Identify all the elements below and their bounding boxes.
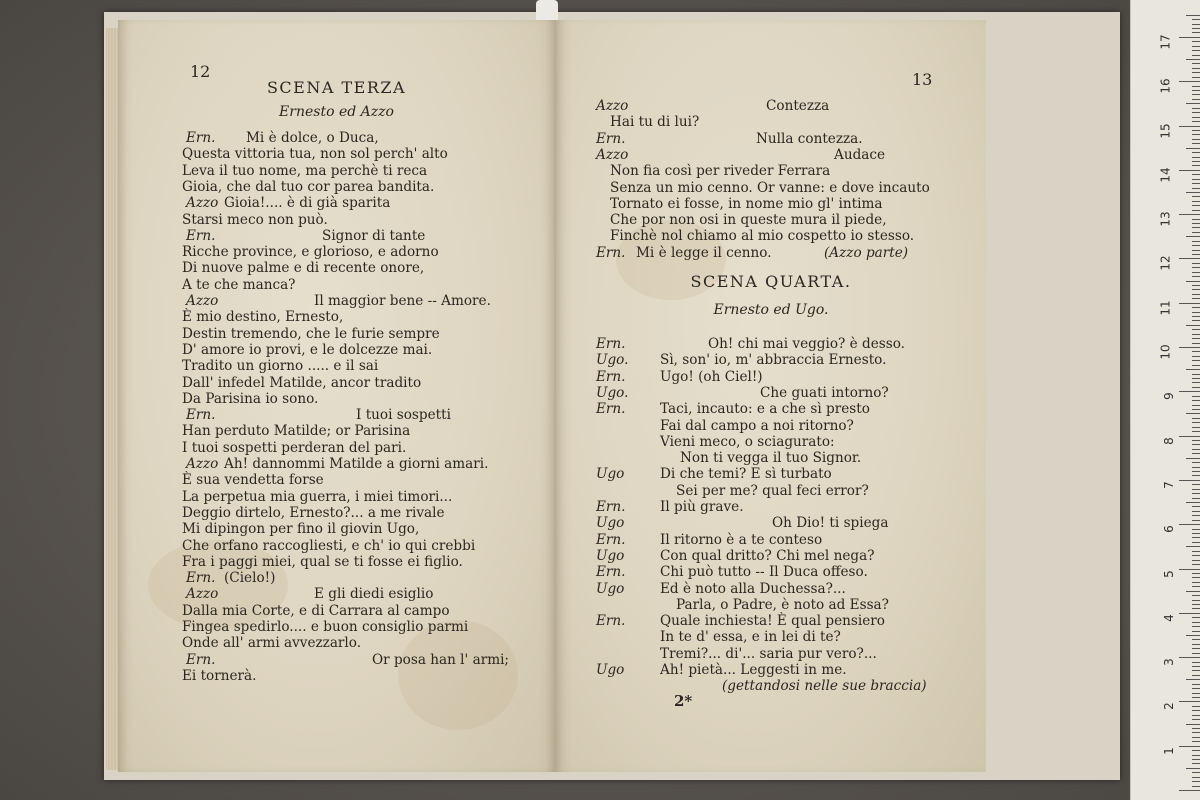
ruler-tick bbox=[1179, 701, 1200, 702]
verse-line: Nulla contezza. bbox=[756, 130, 863, 147]
verse-line: Di nuove palme e di recente onore, bbox=[182, 260, 425, 277]
verse-line: I tuoi sospetti perderan del pari. bbox=[182, 439, 407, 456]
ruler-tick bbox=[1192, 338, 1200, 339]
verse-line: Questa vittoria tua, non sol perch' alto bbox=[182, 146, 448, 163]
speaker-label: Ugo bbox=[596, 466, 625, 483]
ruler-tick bbox=[1192, 351, 1200, 352]
ruler-tick bbox=[1192, 648, 1200, 649]
speaker-label: Ugo bbox=[596, 547, 625, 564]
ruler-tick bbox=[1192, 227, 1200, 228]
ruler-tick bbox=[1192, 737, 1200, 738]
ruler-tick bbox=[1179, 170, 1200, 171]
ruler-tick bbox=[1179, 524, 1200, 525]
ruler-tick bbox=[1192, 219, 1200, 220]
ruler-tick bbox=[1192, 529, 1200, 530]
page-number: 13 bbox=[912, 70, 933, 89]
ruler-tick bbox=[1186, 103, 1200, 104]
ruler-tick bbox=[1192, 453, 1200, 454]
verse-line: Tradito un giorno ..... e il sai bbox=[182, 358, 379, 375]
ruler-tick bbox=[1192, 639, 1200, 640]
verse-line: Di che temi? E sì turbato bbox=[660, 466, 832, 483]
right-page bbox=[556, 20, 986, 772]
scene-heading: SCENA QUARTA. bbox=[690, 272, 852, 291]
ruler-tick bbox=[1192, 710, 1200, 711]
ruler-tick bbox=[1192, 595, 1200, 596]
verse-line: Signor di tante bbox=[322, 227, 426, 244]
ruler-tick bbox=[1186, 236, 1200, 237]
verse-line: Non fia così per riveder Ferrara bbox=[610, 163, 831, 180]
ruler-tick bbox=[1192, 542, 1200, 543]
speaker-label: Ern. bbox=[186, 651, 216, 668]
verse-line: Con qual dritto? Chi mel nega? bbox=[660, 547, 875, 564]
verse-line: Taci, incauto: e a che sì presto bbox=[660, 401, 870, 418]
ruler-tick bbox=[1192, 285, 1200, 286]
ruler-tick bbox=[1192, 289, 1200, 290]
verse-line: A te che manca? bbox=[182, 276, 296, 293]
ruler-tick bbox=[1192, 684, 1200, 685]
verse-line: Dalla mia Corte, e di Carrara al campo bbox=[182, 602, 450, 619]
ruler-tick bbox=[1192, 675, 1200, 676]
ruler-tick bbox=[1186, 15, 1200, 16]
ruler-tick bbox=[1192, 622, 1200, 623]
ruler-tick bbox=[1192, 254, 1200, 255]
ruler-tick bbox=[1192, 201, 1200, 202]
ruler-tick bbox=[1192, 77, 1200, 78]
verse-line: D' amore io provi, e le dolcezze mai. bbox=[182, 341, 433, 358]
verse-line: Che guati intorno? bbox=[760, 384, 889, 401]
ruler-tick bbox=[1179, 436, 1200, 437]
verse-line: Gioia, che dal tuo cor parea bandita. bbox=[182, 178, 435, 195]
ruler-tick bbox=[1186, 281, 1200, 282]
ruler-tick bbox=[1192, 697, 1200, 698]
ruler-tick bbox=[1192, 41, 1200, 42]
ruler-tick bbox=[1179, 746, 1200, 747]
speaker-label: Ugo bbox=[596, 515, 625, 532]
verse-line: Oh Dio! ti spiega bbox=[772, 515, 889, 532]
verse-line: Contezza bbox=[766, 98, 830, 114]
ruler-tick bbox=[1192, 498, 1200, 499]
ruler-tick bbox=[1192, 506, 1200, 507]
ruler-tick bbox=[1192, 626, 1200, 627]
ruler-tick bbox=[1186, 679, 1200, 680]
ruler-tick bbox=[1192, 582, 1200, 583]
ruler-tick bbox=[1179, 126, 1200, 127]
ruler-tick bbox=[1192, 365, 1200, 366]
verse-line: Fingea spedirlo.... e buon consiglio parmi bbox=[182, 619, 469, 635]
ruler-tick bbox=[1192, 631, 1200, 632]
verse-line: Gioia!.... è di già sparita bbox=[224, 195, 391, 212]
ruler-tick bbox=[1192, 706, 1200, 707]
ruler-tick bbox=[1179, 214, 1200, 215]
ruler-label: 12 bbox=[1158, 255, 1173, 272]
verse-line: Finchè nol chiamo al mio cospetto io stesso. bbox=[610, 228, 915, 245]
verse-line: I tuoi sospetti bbox=[356, 407, 451, 424]
verse-line: Ah! dannommi Matilde a giorni amari. bbox=[224, 456, 489, 472]
ruler-tick bbox=[1179, 303, 1200, 304]
ruler-tick bbox=[1192, 772, 1200, 773]
speaker-label: Azzo bbox=[596, 146, 629, 163]
ruler-label: 9 bbox=[1162, 392, 1177, 401]
ruler-tick bbox=[1192, 55, 1200, 56]
ruler-tick bbox=[1179, 81, 1200, 82]
ruler-tick bbox=[1192, 693, 1200, 694]
ruler-tick bbox=[1192, 741, 1200, 742]
verse-line: Deggio dirtelo, Ernesto?... a me rivale bbox=[182, 504, 445, 521]
ruler-tick bbox=[1192, 68, 1200, 69]
verse-line: Quale inchiesta! È qual pensiero bbox=[660, 613, 885, 630]
ruler-tick bbox=[1192, 245, 1200, 246]
speaker-label: Ugo bbox=[596, 662, 625, 678]
speaker-label: Ern. bbox=[186, 407, 216, 424]
verse-line: Audace bbox=[834, 146, 886, 163]
ruler-tick bbox=[1186, 413, 1200, 414]
verse-line: Tornato ei fosse, in nome mio gl' intima bbox=[610, 195, 883, 212]
speaker-label: Ern. bbox=[186, 227, 216, 244]
ruler-tick bbox=[1192, 493, 1200, 494]
speaker-label: Azzo bbox=[596, 98, 629, 114]
speaker-label: Ugo. bbox=[596, 384, 629, 401]
ruler-tick bbox=[1192, 139, 1200, 140]
ruler-tick bbox=[1192, 223, 1200, 224]
verse-line: Leva il tuo nome, ma perchè ti reca bbox=[182, 162, 428, 179]
ruler-tick bbox=[1186, 724, 1200, 725]
ruler-tick bbox=[1192, 777, 1200, 778]
ruler-tick bbox=[1192, 157, 1200, 158]
ruler-tick bbox=[1192, 564, 1200, 565]
ruler-tick bbox=[1192, 484, 1200, 485]
ruler-label: 16 bbox=[1158, 78, 1173, 94]
verse-line: E gli diedi esiglio bbox=[314, 586, 434, 603]
verse-line: Ei tornerà. bbox=[182, 667, 257, 684]
ruler-tick bbox=[1192, 475, 1200, 476]
ruler-tick bbox=[1192, 307, 1200, 308]
verse-line: Ah! pietà... Leggesti in me. bbox=[660, 662, 847, 678]
verse-line: Fra i paggi miei, qual se ti fosse ei figlio. bbox=[182, 553, 463, 570]
ruler-tick bbox=[1192, 183, 1200, 184]
ruler-label: 15 bbox=[1158, 122, 1173, 139]
ruler-tick bbox=[1179, 37, 1200, 38]
ruler-tick bbox=[1192, 560, 1200, 561]
verse-line: Sei per me? qual feci error? bbox=[676, 482, 869, 499]
ruler-tick bbox=[1192, 356, 1200, 357]
speaker-label: Ugo. bbox=[596, 352, 629, 369]
ruler-tick bbox=[1192, 276, 1200, 277]
ruler-tick bbox=[1192, 174, 1200, 175]
ruler-label: 4 bbox=[1162, 613, 1177, 622]
verse-line: Parla, o Padre, è noto ad Essa? bbox=[676, 596, 889, 613]
ruler-tick bbox=[1192, 360, 1200, 361]
ruler-tick bbox=[1186, 635, 1200, 636]
left-page bbox=[118, 20, 556, 772]
ruler-tick bbox=[1192, 577, 1200, 578]
ruler-label: 11 bbox=[1158, 300, 1173, 316]
ruler-tick bbox=[1192, 165, 1200, 166]
ruler-tick bbox=[1192, 555, 1200, 556]
ruler-tick bbox=[1192, 232, 1200, 233]
ruler-tick bbox=[1192, 134, 1200, 135]
verse-line: Fai dal campo a noi ritorno? bbox=[660, 417, 854, 434]
ruler-tick bbox=[1179, 790, 1200, 791]
speaker-label: Azzo bbox=[186, 293, 219, 309]
ruler-tick bbox=[1192, 374, 1200, 375]
verse-line: La perpetua mia guerra, i miei timori... bbox=[182, 488, 453, 505]
ruler-tick bbox=[1192, 179, 1200, 180]
ruler-label: 8 bbox=[1162, 436, 1177, 445]
signature-mark: 2* bbox=[674, 692, 693, 710]
speaker-label: Ern. bbox=[596, 336, 626, 352]
ruler-tick bbox=[1192, 343, 1200, 344]
ruler-tick bbox=[1192, 471, 1200, 472]
ruler-tick bbox=[1192, 272, 1200, 273]
speaker-label: Ern. bbox=[596, 564, 626, 581]
ruler-tick bbox=[1192, 750, 1200, 751]
ruler-tick bbox=[1192, 241, 1200, 242]
ruler-tick bbox=[1192, 728, 1200, 729]
ruler-tick bbox=[1192, 382, 1200, 383]
ruler-label: 14 bbox=[1158, 167, 1173, 183]
ruler-tick bbox=[1186, 768, 1200, 769]
ruler-tick bbox=[1192, 46, 1200, 47]
verse-line: Il ritorno è a te conteso bbox=[660, 531, 823, 548]
speaker-label: Ern. bbox=[596, 613, 626, 630]
ruler-label: 5 bbox=[1162, 569, 1177, 578]
ruler-label: 3 bbox=[1162, 658, 1177, 666]
verse-line: Or posa han l' armi; bbox=[372, 651, 510, 668]
verse-line: Mi è legge il cenno. bbox=[636, 244, 772, 261]
verse-line: Ed è noto alla Duchessa?... bbox=[660, 580, 846, 597]
ruler-tick bbox=[1192, 72, 1200, 73]
ruler-label: 13 bbox=[1158, 211, 1173, 227]
speaker-label: Ern. bbox=[186, 130, 216, 146]
verse-line: Tremi?... di'... saria pur vero?... bbox=[660, 645, 877, 662]
verse-line: Vieni meco, o sciagurato: bbox=[660, 433, 835, 450]
ruler-tick bbox=[1192, 755, 1200, 756]
ruler-tick bbox=[1192, 50, 1200, 51]
speaker-label: Ern. bbox=[596, 368, 626, 385]
scene-subheading: Ernesto ed Ugo. bbox=[713, 302, 829, 318]
ruler-tick bbox=[1192, 329, 1200, 330]
ruler-tick bbox=[1192, 378, 1200, 379]
ruler-tick bbox=[1192, 143, 1200, 144]
ruler-tick bbox=[1192, 409, 1200, 410]
speaker-label: Ern. bbox=[186, 570, 216, 587]
verse-line: Il più grave. bbox=[660, 499, 744, 515]
ruler-tick bbox=[1192, 573, 1200, 574]
verse-line: (Azzo parte) bbox=[824, 244, 909, 261]
ruler-tick bbox=[1192, 604, 1200, 605]
ruler-tick bbox=[1192, 670, 1200, 671]
verse-line: È mio destino, Ernesto, bbox=[182, 309, 344, 326]
ruler-tick bbox=[1192, 608, 1200, 609]
ruler-tick bbox=[1186, 591, 1200, 592]
ruler-tick bbox=[1192, 688, 1200, 689]
ruler-tick bbox=[1192, 263, 1200, 264]
ruler-tick bbox=[1192, 188, 1200, 189]
ruler-tick bbox=[1192, 418, 1200, 419]
speaker-label: Azzo bbox=[186, 586, 219, 603]
verse-line: Starsi meco non può. bbox=[182, 211, 328, 228]
ruler-tick bbox=[1192, 108, 1200, 109]
ruler-tick bbox=[1192, 152, 1200, 153]
ruler-tick bbox=[1192, 86, 1200, 87]
ruler-tick bbox=[1186, 148, 1200, 149]
ruler-label: 17 bbox=[1158, 34, 1173, 50]
ruler-tick bbox=[1192, 551, 1200, 552]
verse-line: Sì, son' io, m' abbraccia Ernesto. bbox=[660, 352, 887, 369]
ruler-tick bbox=[1192, 759, 1200, 760]
ruler-tick bbox=[1192, 210, 1200, 211]
ruler-tick bbox=[1192, 444, 1200, 445]
verse-line: Oh! chi mai veggio? è desso. bbox=[708, 336, 905, 352]
ruler-tick bbox=[1192, 316, 1200, 317]
ruler-tick bbox=[1192, 99, 1200, 100]
ruler-label: 7 bbox=[1162, 481, 1177, 489]
ruler-tick bbox=[1192, 732, 1200, 733]
ruler-tick bbox=[1192, 440, 1200, 441]
ruler-tick bbox=[1192, 715, 1200, 716]
verse-line: (Cielo!) bbox=[224, 570, 276, 587]
verse-line: In te d' essa, e in lei di te? bbox=[660, 629, 841, 646]
ruler-tick bbox=[1192, 205, 1200, 206]
ruler-tick bbox=[1192, 396, 1200, 397]
ruler-tick bbox=[1192, 515, 1200, 516]
ruler-tick bbox=[1192, 130, 1200, 131]
ruler-tick bbox=[1192, 719, 1200, 720]
ruler-tick bbox=[1192, 427, 1200, 428]
verse-line: Che por non osi in queste mura il piede, bbox=[610, 212, 887, 229]
verse-line: Han perduto Matilde; or Parisina bbox=[182, 423, 411, 440]
ruler-tick bbox=[1179, 258, 1200, 259]
ruler-tick bbox=[1192, 431, 1200, 432]
verse-line: Onde all' armi avvezzarlo. bbox=[182, 635, 362, 652]
ruler-tick bbox=[1192, 294, 1200, 295]
ruler-tick bbox=[1192, 489, 1200, 490]
verse-line: Ricche province, e glorioso, e adorno bbox=[182, 244, 439, 261]
ruler-tick bbox=[1192, 196, 1200, 197]
scene-heading: SCENA TERZA bbox=[266, 78, 407, 97]
ruler-tick bbox=[1192, 19, 1200, 20]
page-number: 12 bbox=[190, 62, 211, 81]
ruler-tick bbox=[1179, 657, 1200, 658]
ruler-tick bbox=[1186, 325, 1200, 326]
ruler-tick bbox=[1192, 161, 1200, 162]
verse-line: Destin tremendo, che le furie sempre bbox=[182, 325, 440, 342]
ruler-tick bbox=[1192, 32, 1200, 33]
ruler-tick bbox=[1192, 24, 1200, 25]
ruler-tick bbox=[1179, 480, 1200, 481]
ruler-tick bbox=[1192, 250, 1200, 251]
verse-line: Mi dipingon per fino il giovin Ugo, bbox=[182, 521, 420, 538]
scene-subheading: Ernesto ed Azzo bbox=[279, 104, 394, 120]
ruler-tick bbox=[1192, 786, 1200, 787]
ruler-tick bbox=[1192, 320, 1200, 321]
ruler-tick bbox=[1186, 546, 1200, 547]
verse-line: Dall' infedel Matilde, ancor tradito bbox=[182, 374, 422, 391]
ruler-tick bbox=[1192, 298, 1200, 299]
ruler-tick bbox=[1192, 112, 1200, 113]
speaker-label: Azzo bbox=[186, 456, 219, 472]
ruler-label: 6 bbox=[1162, 525, 1177, 534]
ruler-tick bbox=[1186, 458, 1200, 459]
ruler-label: 10 bbox=[1158, 344, 1173, 360]
verse-line: Non ti vegga il tuo Signor. bbox=[680, 450, 862, 467]
ruler-tick bbox=[1192, 511, 1200, 512]
verse-line: Chi può tutto -- Il Duca offeso. bbox=[660, 564, 868, 581]
ruler-tick bbox=[1186, 369, 1200, 370]
ruler-tick bbox=[1192, 586, 1200, 587]
ruler-tick bbox=[1192, 462, 1200, 463]
ruler-label: 2 bbox=[1162, 702, 1177, 711]
verse-line: Da Parisina io sono. bbox=[182, 390, 319, 407]
ruler-tick bbox=[1192, 662, 1200, 663]
ruler-tick bbox=[1192, 467, 1200, 468]
ruler-tick bbox=[1186, 502, 1200, 503]
speaker-label: Ern. bbox=[596, 531, 626, 548]
verse-line: Che orfano raccogliesti, e ch' io qui crebbi bbox=[182, 537, 476, 554]
ruler-tick bbox=[1186, 59, 1200, 60]
ruler-tick bbox=[1192, 63, 1200, 64]
speaker-label: Ern. bbox=[596, 130, 626, 147]
speaker-label: Ern. bbox=[596, 401, 626, 418]
ruler-tick bbox=[1192, 533, 1200, 534]
paper-stain bbox=[398, 620, 518, 730]
ruler-tick bbox=[1192, 644, 1200, 645]
ruler-tick bbox=[1192, 600, 1200, 601]
speaker-label: Ugo bbox=[596, 580, 625, 597]
ruler-tick bbox=[1192, 117, 1200, 118]
ruler-tick bbox=[1192, 422, 1200, 423]
ruler-tick bbox=[1192, 334, 1200, 335]
speaker-label: Ern. bbox=[596, 244, 626, 261]
ruler-tick bbox=[1192, 387, 1200, 388]
ruler-tick bbox=[1192, 781, 1200, 782]
measuring-ruler bbox=[1130, 0, 1200, 800]
verse-line: Senza un mio cenno. Or vanne: e dove incauto bbox=[610, 179, 930, 196]
ruler-tick bbox=[1192, 617, 1200, 618]
ruler-tick bbox=[1192, 94, 1200, 95]
verse-line: È sua vendetta forse bbox=[182, 472, 324, 489]
verse-line: (gettandosi nelle sue braccia) bbox=[722, 678, 927, 695]
ruler-tick bbox=[1192, 121, 1200, 122]
ruler-tick bbox=[1192, 449, 1200, 450]
speaker-label: Azzo bbox=[186, 195, 219, 212]
verse-line: Il maggior bene -- Amore. bbox=[314, 293, 491, 309]
ruler-tick bbox=[1192, 90, 1200, 91]
ruler-tick bbox=[1192, 666, 1200, 667]
ruler-tick bbox=[1179, 347, 1200, 348]
verse-line: Mi è dolce, o Duca, bbox=[246, 130, 379, 146]
verse-line: Ugo! (oh Ciel!) bbox=[660, 368, 763, 385]
ruler-tick bbox=[1192, 28, 1200, 29]
ruler-tick bbox=[1192, 653, 1200, 654]
ruler-tick bbox=[1192, 520, 1200, 521]
ruler-tick bbox=[1179, 613, 1200, 614]
ruler-tick bbox=[1192, 312, 1200, 313]
ruler-tick bbox=[1192, 400, 1200, 401]
ruler-tick bbox=[1192, 763, 1200, 764]
ruler-tick bbox=[1186, 192, 1200, 193]
ruler-tick bbox=[1192, 405, 1200, 406]
ruler-tick bbox=[1192, 267, 1200, 268]
ruler-tick bbox=[1192, 537, 1200, 538]
speaker-label: Ern. bbox=[596, 499, 626, 515]
verse-line: Hai tu di lui? bbox=[610, 114, 700, 131]
ruler-tick bbox=[1179, 391, 1200, 392]
ruler-label: 1 bbox=[1162, 746, 1177, 755]
ruler-tick bbox=[1179, 569, 1200, 570]
